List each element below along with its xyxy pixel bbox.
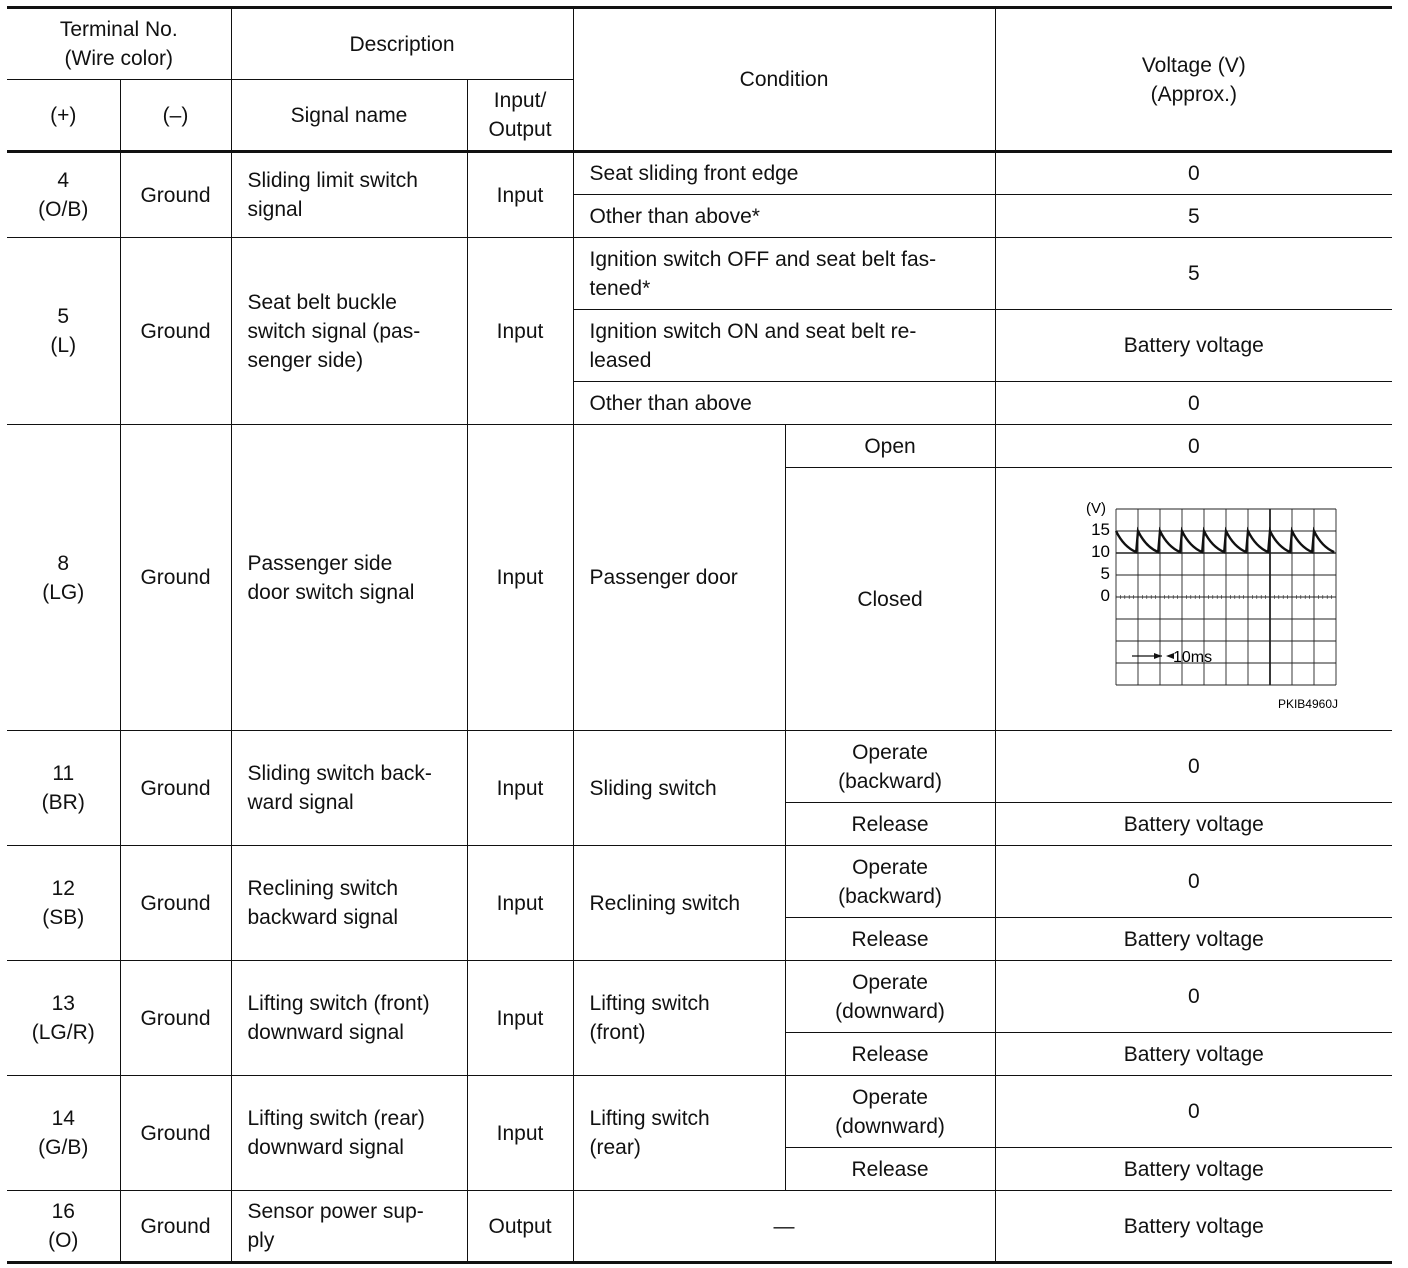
condition-cell: Lifting switch (front) <box>573 961 785 1076</box>
waveform-cell <box>995 468 1392 731</box>
state-cell: Operate (downward) <box>785 1076 995 1148</box>
condition-cell: Ignition switch OFF and seat belt fas- tened* <box>573 238 995 310</box>
signal-name-cell: Lifting switch (front) downward signal <box>231 961 467 1076</box>
terminal-cell: 8 (LG) <box>7 425 120 731</box>
time-division-label: 10ms <box>1172 649 1212 666</box>
table-row <box>7 1076 1392 1148</box>
ground-cell: Ground <box>120 1191 231 1263</box>
condition-cell: Other than above* <box>573 195 995 238</box>
minus-terminal-header: (–) <box>120 80 231 152</box>
voltage-cell: Battery voltage <box>995 918 1392 961</box>
table-row <box>7 1191 1392 1263</box>
condition-cell: Sliding switch <box>573 731 785 846</box>
state-cell: Release <box>785 803 995 846</box>
voltage-cell: Battery voltage <box>995 803 1392 846</box>
voltage-cell: 0 <box>995 152 1392 195</box>
description-header: Description <box>231 8 573 80</box>
ground-cell: Ground <box>120 846 231 961</box>
waveform-tick-label: 10 <box>1090 542 1110 561</box>
io-cell: Input <box>467 425 573 731</box>
table-row <box>7 961 1392 1033</box>
state-cell: Open <box>785 425 995 468</box>
state-cell: Closed <box>785 468 995 731</box>
terminal-cell: 16 (O) <box>7 1191 120 1263</box>
state-cell: Release <box>785 918 995 961</box>
voltage-cell: 5 <box>995 238 1392 310</box>
table-row <box>7 846 1392 918</box>
waveform-tick-label: 5 <box>1100 564 1110 583</box>
signal-name-cell: Reclining switch backward signal <box>231 846 467 961</box>
voltage-cell: Battery voltage <box>995 1191 1392 1263</box>
voltage-cell: 5 <box>995 195 1392 238</box>
io-cell: Input <box>467 846 573 961</box>
table-row <box>7 152 1392 195</box>
condition-cell: Other than above <box>573 382 995 425</box>
state-cell: Operate (downward) <box>785 961 995 1033</box>
io-cell: Output <box>467 1191 573 1263</box>
condition-cell: Passenger door <box>573 425 785 731</box>
terminal-cell: 12 (SB) <box>7 846 120 961</box>
waveform-unit-label: (V) <box>1085 500 1106 517</box>
table-row <box>7 238 1392 310</box>
state-cell: Release <box>785 1033 995 1076</box>
signal-name-cell: Lifting switch (rear) downward signal <box>231 1076 467 1191</box>
terminal-cell: 5 (L) <box>7 238 120 425</box>
terminal-cell: 4 (O/B) <box>7 152 120 238</box>
io-cell: Input <box>467 961 573 1076</box>
voltage-cell: Battery voltage <box>995 310 1392 382</box>
voltage-header: Voltage (V) (Approx.) <box>995 8 1392 152</box>
ground-cell: Ground <box>120 152 231 238</box>
door-switch-waveform <box>1044 489 1344 709</box>
signal-name-cell: Sliding limit switch signal <box>231 152 467 238</box>
voltage-cell: 0 <box>995 1076 1392 1148</box>
voltage-cell: 0 <box>995 731 1392 803</box>
voltage-cell: 0 <box>995 961 1392 1033</box>
header-row-1 <box>7 8 1392 80</box>
figure-id-label: PKIB4960J <box>1277 697 1338 709</box>
terminal-cell: 14 (G/B) <box>7 1076 120 1191</box>
ground-cell: Ground <box>120 961 231 1076</box>
table-row <box>7 731 1392 803</box>
voltage-cell: 0 <box>995 425 1392 468</box>
condition-cell: Seat sliding front edge <box>573 152 995 195</box>
io-cell: Input <box>467 731 573 846</box>
signal-name-cell: Passenger side door switch signal <box>231 425 467 731</box>
terminal-voltage-table <box>7 6 1392 1264</box>
condition-cell: — <box>573 1191 995 1263</box>
ground-cell: Ground <box>120 238 231 425</box>
terminal-cell: 13 (LG/R) <box>7 961 120 1076</box>
input-output-header: Input/ Output <box>467 80 573 152</box>
signal-name-cell: Sliding switch back- ward signal <box>231 731 467 846</box>
io-cell: Input <box>467 238 573 425</box>
plus-terminal-header: (+) <box>7 80 120 152</box>
state-cell: Operate (backward) <box>785 731 995 803</box>
waveform-tick-label: 0 <box>1100 586 1110 605</box>
ground-cell: Ground <box>120 425 231 731</box>
ground-cell: Ground <box>120 1076 231 1191</box>
waveform-tick-label: 15 <box>1090 520 1110 539</box>
state-cell: Release <box>785 1148 995 1191</box>
voltage-cell: Battery voltage <box>995 1033 1392 1076</box>
state-cell: Operate (backward) <box>785 846 995 918</box>
terminal-no-header: Terminal No. (Wire color) <box>7 8 231 80</box>
waveform-trace <box>1116 531 1334 552</box>
signal-name-cell: Seat belt buckle switch signal (pas- senger side) <box>231 238 467 425</box>
signal-name-header: Signal name <box>231 80 467 152</box>
voltage-cell: 0 <box>995 382 1392 425</box>
condition-cell: Ignition switch ON and seat belt re- leased <box>573 310 995 382</box>
signal-name-cell: Sensor power sup- ply <box>231 1191 467 1263</box>
voltage-cell: Battery voltage <box>995 1148 1392 1191</box>
voltage-cell: 0 <box>995 846 1392 918</box>
terminal-cell: 11 (BR) <box>7 731 120 846</box>
condition-cell: Lifting switch (rear) <box>573 1076 785 1191</box>
condition-cell: Reclining switch <box>573 846 785 961</box>
condition-header: Condition <box>573 8 995 152</box>
table-row <box>7 425 1392 468</box>
io-cell: Input <box>467 152 573 238</box>
ground-cell: Ground <box>120 731 231 846</box>
io-cell: Input <box>467 1076 573 1191</box>
